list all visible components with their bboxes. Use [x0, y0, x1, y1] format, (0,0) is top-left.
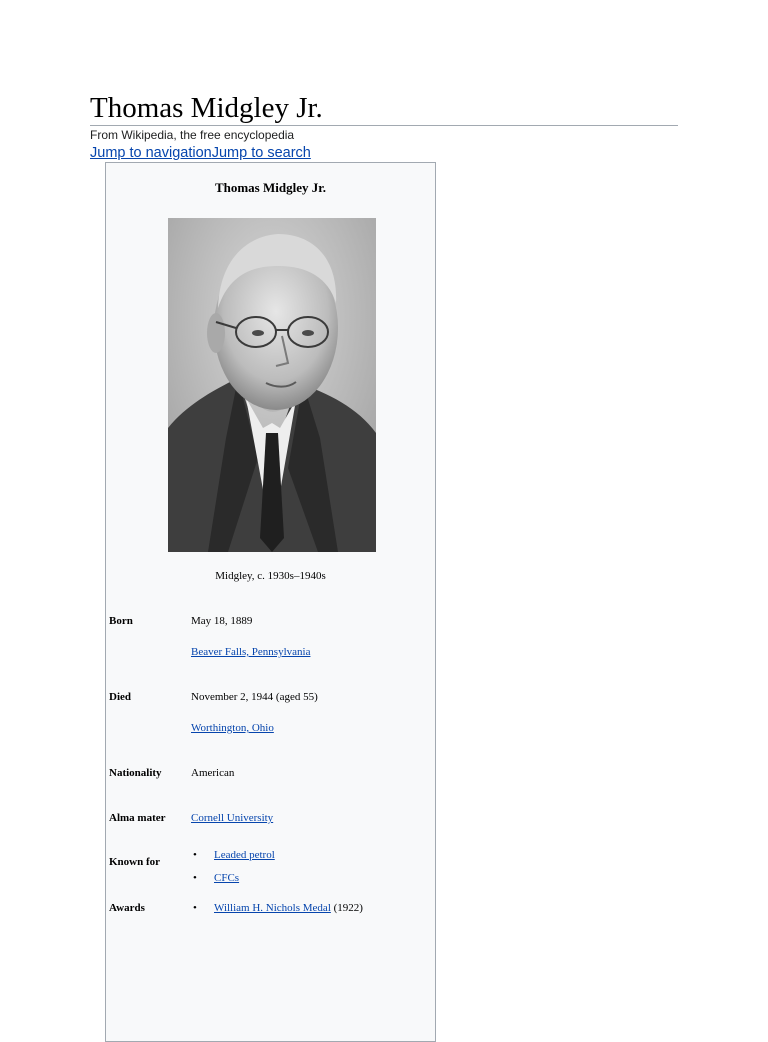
list-item [193, 871, 240, 885]
bullet-icon: • [193, 902, 197, 914]
jump-to-navigation-link[interactable]: Jump to navigation [90, 145, 212, 161]
born-place-link[interactable]: Beaver Falls, Pennsylvania [191, 646, 311, 658]
bullet-icon: • [193, 849, 197, 861]
infobox-title: Thomas Midgley Jr. [214, 180, 327, 195]
died-place-link[interactable]: Worthington, Ohio [191, 722, 274, 734]
alma-mater-label: Alma mater [109, 812, 166, 824]
died-place [191, 721, 274, 735]
known-for-label: Known for [109, 856, 161, 868]
page-title: Thomas Midgley Jr. [90, 92, 323, 124]
died-label: Died [109, 691, 131, 703]
jump-links [90, 144, 311, 162]
nationality-label: Nationality [109, 767, 162, 779]
known-for-link-cfcs[interactable]: CFCs [214, 872, 240, 884]
known-for-link-leaded-petrol[interactable]: Leaded petrol [214, 849, 275, 861]
alma-mater-link[interactable]: Cornell University [191, 812, 274, 824]
portrait-caption: Midgley, c. 1930s–1940s [215, 570, 326, 582]
infobox [105, 162, 436, 1042]
alma-mater-value [191, 811, 273, 825]
bullet-icon: • [193, 872, 197, 884]
award-link-nichols-medal[interactable]: William H. Nichols Medal [214, 902, 331, 914]
title-divider [90, 125, 678, 126]
born-date: May 18, 1889 [191, 615, 253, 627]
list-item [193, 901, 363, 915]
site-tagline: From Wikipedia, the free encyclopedia [90, 128, 295, 142]
died-date: November 2, 1944 (aged 55) [191, 691, 318, 703]
born-label: Born [109, 615, 133, 627]
jump-to-search-link[interactable]: Jump to search [211, 145, 311, 161]
born-place [191, 645, 310, 659]
portrait-image[interactable] [168, 218, 376, 552]
awards-label: Awards [109, 902, 145, 914]
award-year: (1922) [333, 902, 363, 914]
portrait-photo-icon [168, 218, 376, 552]
nationality-value: American [191, 767, 235, 779]
list-item [193, 848, 275, 862]
